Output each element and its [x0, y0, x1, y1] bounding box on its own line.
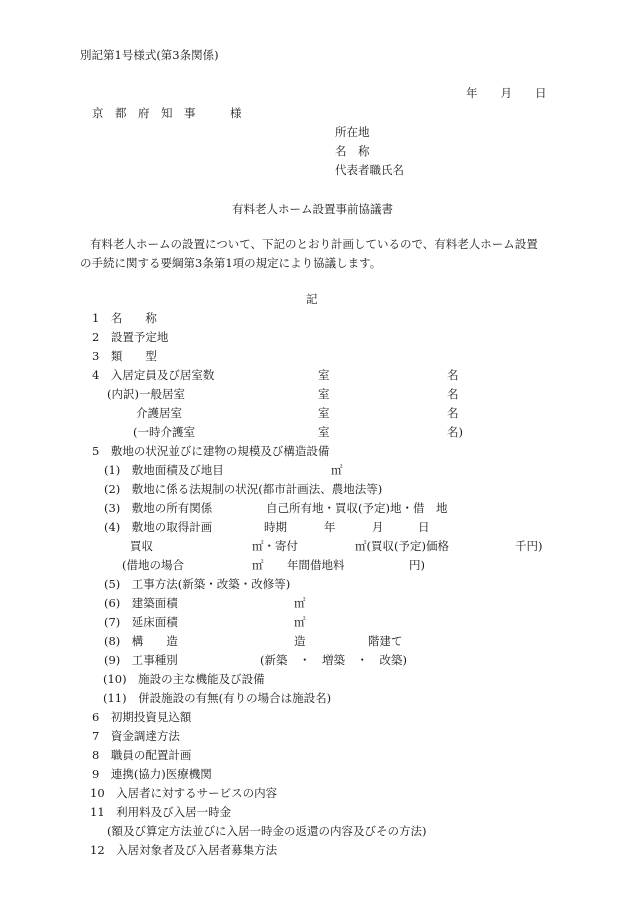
item-5-8-zo: 造 — [294, 634, 306, 648]
applicant-address-label: 所在地 — [335, 125, 370, 139]
item-5-1: (1) 敷地面積及び地目 — [104, 463, 224, 477]
item-5-4-price: ㎡(買収(予定)価格 — [355, 539, 449, 553]
item-4-temp-room: 室 — [318, 425, 330, 439]
item-4-care-room: 室 — [318, 406, 330, 420]
date-line: 年 月 日 — [466, 86, 547, 100]
item-6: 6 初期投資見込額 — [92, 710, 192, 724]
item-11: 11 利用料及び入居一時金 — [90, 805, 232, 819]
item-5-4-buy-unit: ㎡・寄付 — [252, 539, 298, 553]
item-5-4-year: 年 — [324, 520, 336, 534]
item-5-10: (10) 施設の主な機能及び設備 — [103, 672, 265, 686]
item-4-general: (内訳)一般居室 — [107, 387, 185, 401]
item-5-4-buy: 買収 — [130, 539, 153, 553]
item-5-7: (7) 延床面積 — [104, 615, 178, 629]
item-5-6-unit: ㎡ — [294, 596, 306, 610]
item-4-people: 名 — [447, 368, 459, 382]
item-5-2: (2) 敷地に係る法規制の状況(都市計画法、農地法等) — [104, 482, 383, 496]
item-5-4-rent: 年間借地料 — [287, 558, 345, 572]
item-1: 1 名 称 — [92, 311, 157, 325]
item-5-8: (8) 構 造 — [104, 634, 178, 648]
item-4-temp-people: 名) — [447, 425, 463, 439]
item-5-7-unit: ㎡ — [294, 615, 306, 629]
item-5-9-options: (新築 ・ 増築 ・ 改築) — [260, 653, 407, 667]
applicant-representative-label: 代表者職氏名 — [335, 163, 404, 177]
item-5-11: (11) 併設施設の有無(有りの場合は施設名) — [103, 691, 332, 705]
item-7: 7 資金調達方法 — [92, 729, 180, 743]
item-12: 12 入居対象者及び入居者募集方法 — [90, 843, 278, 857]
applicant-name-label: 名 称 — [335, 144, 370, 158]
item-5-3: (3) 敷地の所有関係 — [104, 501, 213, 515]
item-5-4-yen: 千円) — [515, 539, 543, 553]
item-4-temp: (一時介護室 — [133, 425, 195, 439]
item-4-general-room: 室 — [318, 387, 330, 401]
item-5: 5 敷地の状況並びに建物の規模及び構造設備 — [92, 444, 330, 458]
item-5-8-floors: 階建て — [368, 634, 403, 648]
item-5-1-unit: ㎡ — [331, 463, 343, 477]
item-5-5: (5) 工事方法(新築・改築・改修等) — [104, 577, 291, 591]
item-10: 10 入居者に対するサービスの内容 — [90, 786, 278, 800]
item-5-4-month: 月 — [372, 520, 384, 534]
item-8: 8 職員の配置計画 — [92, 748, 192, 762]
item-5-4-time: 時期 — [264, 520, 287, 534]
item-5-6: (6) 建築面積 — [104, 596, 178, 610]
item-5-4-lease-unit: ㎡ — [252, 558, 264, 572]
item-4: 4 入居定員及び居室数 — [92, 368, 215, 382]
item-9: 9 連携(協力)医療機関 — [92, 767, 212, 781]
item-5-4-day: 日 — [418, 520, 430, 534]
addressee: 京 都 府 知 事 様 — [92, 106, 242, 120]
item-4-care-people: 名 — [447, 406, 459, 420]
item-4-care: 介護居室 — [136, 406, 182, 420]
item-3: 3 類 型 — [92, 349, 157, 363]
item-4-room: 室 — [318, 368, 330, 382]
item-5-9: (9) 工事種別 — [104, 653, 178, 667]
item-5-4-lease: (借地の場合 — [122, 558, 184, 572]
item-5-3-options: 自己所有地・買収(予定)地・借 地 — [266, 501, 448, 515]
item-5-4: (4) 敷地の取得計画 — [104, 520, 213, 534]
body-line-1: 有料老人ホームの設置について、下記のとおり計画しているので、有料老人ホーム設置 — [90, 237, 538, 251]
item-4-general-people: 名 — [447, 387, 459, 401]
item-5-4-rent-yen: 円) — [409, 558, 425, 572]
document-title: 有料老人ホーム設置事前協議書 — [232, 202, 393, 216]
item-2: 2 設置予定地 — [92, 330, 169, 344]
item-11-sub: (額及び算定方法並びに入居一時金の返還の内容及びその方法) — [107, 824, 427, 838]
ki-heading: 記 — [306, 292, 318, 306]
body-line-2: の手続に関する要綱第3条第1項の規定により協議します。 — [80, 256, 382, 270]
form-number: 別記第1号様式(第3条関係) — [80, 48, 219, 62]
